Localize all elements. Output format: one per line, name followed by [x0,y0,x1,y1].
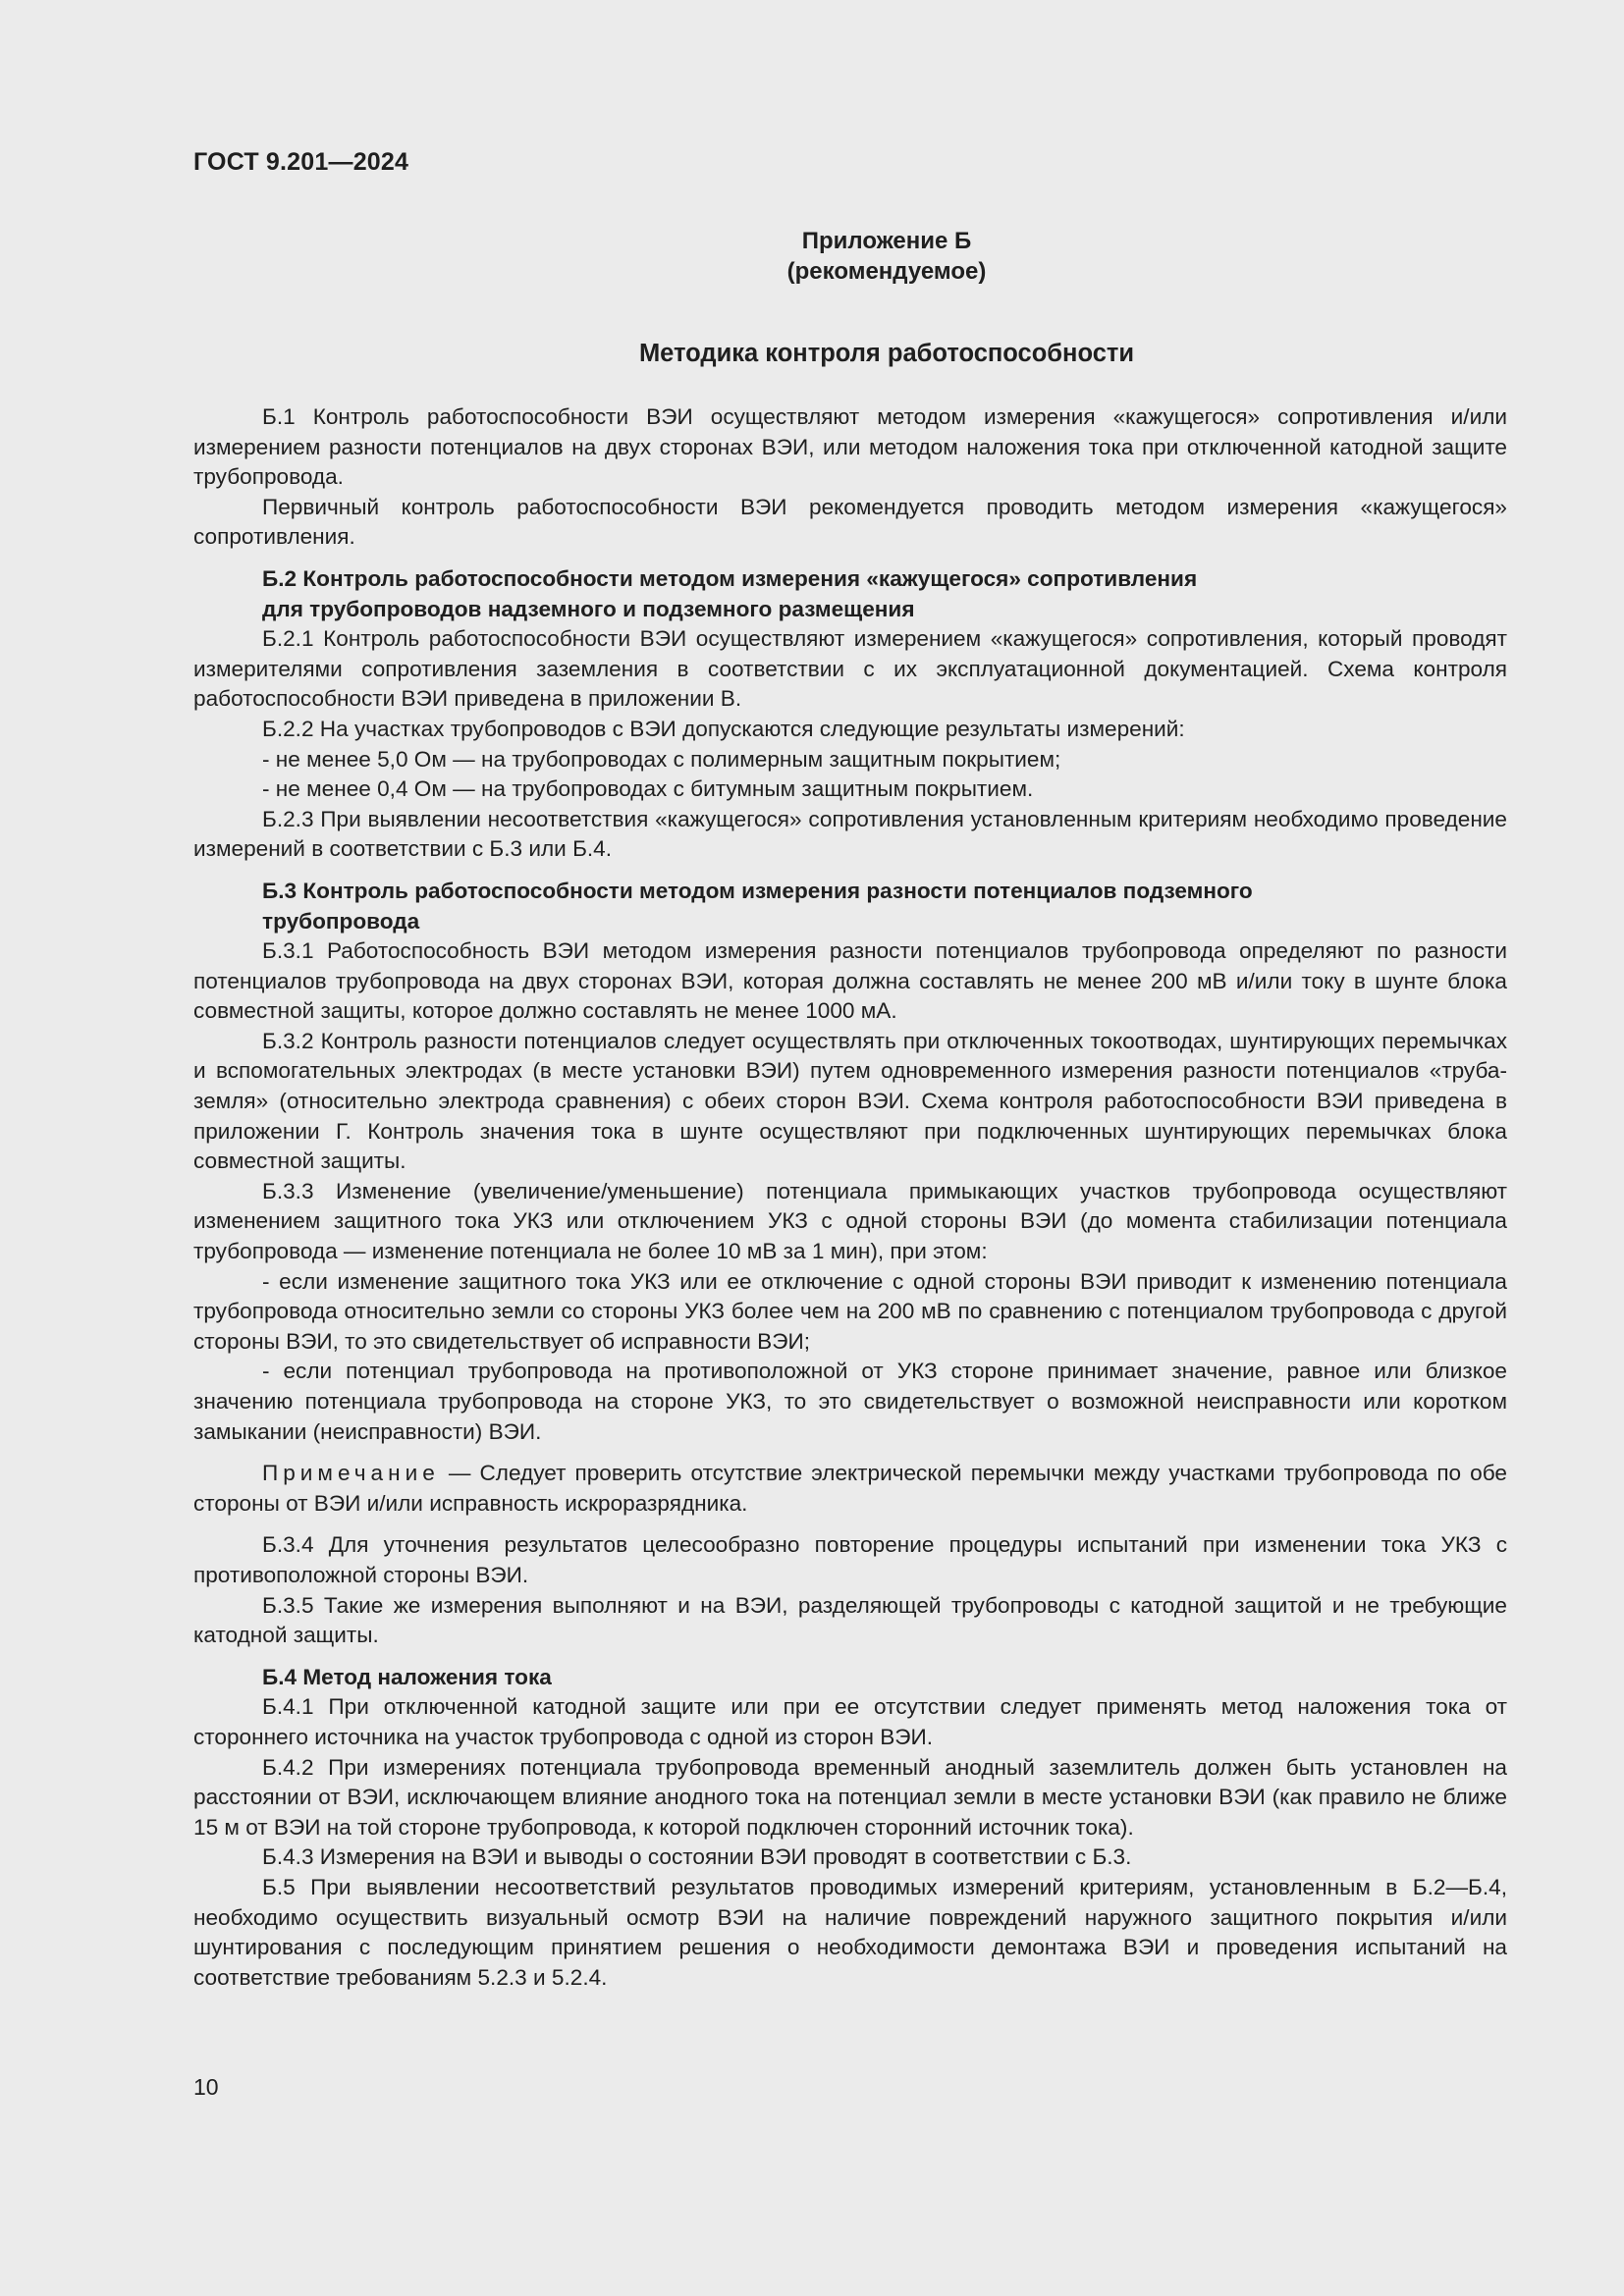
annex-title-text: Методика контроля работоспособности [638,340,1135,367]
paragraph-b4-2: Б.4.2 При измерениях потенциала трубопровода временный анодный заземлитель должен быть установлен на расстоянии от ВЭИ, исключающем влияние анодного тока на потенциал земли в месте установки ВЭИ (как правило не ближе 15 м от ВЭИ на той стороне трубопровода, к которой подключен сторонний источник тока). [193,1754,1507,1840]
paragraph-b5: Б.5 При выявлении несоответствий результатов проводимых измерений критериям, установленным в Б.2—Б.4, необходимо осуществить визуальный осмотр ВЭИ на наличие повреждений наружного защитного покрытия и/или шунтирования с последующим принятием решения о необходимости демонтажа ВЭИ и проведения испытаний на соответствие требованиям 5.2.3 и 5.2.4. [193,1874,1507,1990]
paragraph-b3-4: Б.3.4 Для уточнения результатов целесообразно повторение процедуры испытаний при изменении тока УКЗ с противоположной стороны ВЭИ. [193,1532,1507,1587]
note-label: Примечание [262,1461,440,1486]
annex-name: Приложение Б [801,228,972,254]
annex-heading [193,226,1507,287]
document-page [193,0,1507,2296]
paragraph-b2-1: Б.2.1 Контроль работоспособности ВЭИ осуществляют измерением «кажущегося» сопротивления, который проводят измерителями сопротивления заземления в соответствии с их эксплуатационной документацией. Схема контроля работоспособности ВЭИ приведена в приложении В. [193,626,1507,712]
paragraph-b1: Б.1 Контроль работоспособности ВЭИ осуществляют методом измерения «кажущегося» сопротивления и/или измерением разности потенциалов на двух сторонах ВЭИ, или методом наложения тока при отключенной катодной защите трубопровода. [193,404,1507,490]
paragraph-b1-primary: Первичный контроль работоспособности ВЭИ рекомендуется проводить методом измерения «кажущегося» сопротивления. [193,494,1507,550]
document-body [193,402,1507,1993]
list-item-b3-3-faulty: - если потенциал трубопровода на противоположной от УКЗ стороне принимает значение, равное или близкое значению потенциала трубопровода на стороне УКЗ, то это свидетельствует о возможной неисправности или коротком замыкании (неисправности) ВЭИ. [193,1359,1507,1444]
paragraph-b4-1: Б.4.1 При отключенной катодной защите или при ее отсутствии следует применять метод наложения тока от стороннего источника на участок трубопровода с одной из сторон ВЭИ. [193,1694,1507,1749]
list-item-b2-2-bitumen: - не менее 0,4 Ом — на трубопроводах с битумным защитным покрытием. [262,776,1034,802]
paragraph-b3-1: Б.3.1 Работоспособность ВЭИ методом измерения разности потенциалов трубопровода определяют по разности потенциалов трубопровода на двух сторонах ВЭИ, которая должна составлять не менее 200 мВ и/или току в шунте блока совместной защиты, которое должно составлять не менее 1000 мА. [193,938,1507,1024]
annex-title [193,340,1507,368]
section-heading-b3-line1: Б.3 Контроль работоспособности методом измерения разности потенциалов подземного [262,878,1253,903]
section-heading-b4: Б.4 Метод наложения тока [262,1664,552,1689]
list-item-b2-2-polymer: - не менее 5,0 Ом — на трубопроводах с полимерным защитным покрытием; [262,746,1061,772]
list-item-b3-3-healthy: - если изменение защитного тока УКЗ или ее отключение с одной стороны ВЭИ приводит к изменению потенциала трубопровода относительно земли со стороны УКЗ более чем на 200 мВ по сравнению с потенциалом трубопровода с другой стороны ВЭИ, то это свидетельствует об исправности ВЭИ; [193,1268,1507,1354]
section-heading-b3-line2: трубопровода [262,908,420,934]
paragraph-b3-2: Б.3.2 Контроль разности потенциалов следует осуществлять при отключенных токоотводах, шунтирующих перемычках и вспомогательных электродах (в месте установки ВЭИ) путем одновременного измерения разности потенциалов «труба-земля» (относительно электрода сравнения) с обеих сторон ВЭИ. Схема контроля работоспособности ВЭИ приведена в приложении Г. Контроль значения тока в шунте осуществляют при подключенных шунтирующих перемычках блока совместной защиты. [193,1028,1507,1174]
section-heading-b2-line1: Б.2 Контроль работоспособности методом измерения «кажущегося» сопротивления [262,565,1198,591]
note-text: — Следует проверить отсутствие электрической перемычки между участками трубопровода по обе стороны от ВЭИ и/или исправность искроразрядника. [193,1461,1507,1516]
paragraph-b2-3: Б.2.3 При выявлении несоответствия «кажущегося» сопротивления установленным критериям необходимо проведение измерений в соответствии с Б.3 или Б.4. [193,806,1507,862]
paragraph-b4-3: Б.4.3 Измерения на ВЭИ и выводы о состоянии ВЭИ проводят в соответствии с Б.3. [262,1844,1132,1870]
paragraph-b2-2: Б.2.2 На участках трубопроводов с ВЭИ допускаются следующие результаты измерений: [262,716,1185,741]
page-number: 10 [193,2074,219,2100]
note-paragraph [193,1459,1507,1519]
paragraph-b3-5: Б.3.5 Такие же измерения выполняют и на ВЭИ, разделяющей трубопроводы с катодной защитой и не требующие катодной защиты. [193,1592,1507,1648]
document-code-header: ГОСТ 9.201—2024 [193,148,409,176]
section-heading-b2-line2: для трубопроводов надземного и подземного размещения [262,596,915,621]
annex-status: (рекомендуемое) [786,258,987,285]
paragraph-b3-3: Б.3.3 Изменение (увеличение/уменьшение) потенциала примыкающих участков трубопровода осуществляют изменением защитного тока УКЗ или отключением УКЗ с одной стороны ВЭИ (до момента стабилизации потенциала трубопровода — изменение потенциала не более 10 мВ за 1 мин), при этом: [193,1178,1507,1264]
